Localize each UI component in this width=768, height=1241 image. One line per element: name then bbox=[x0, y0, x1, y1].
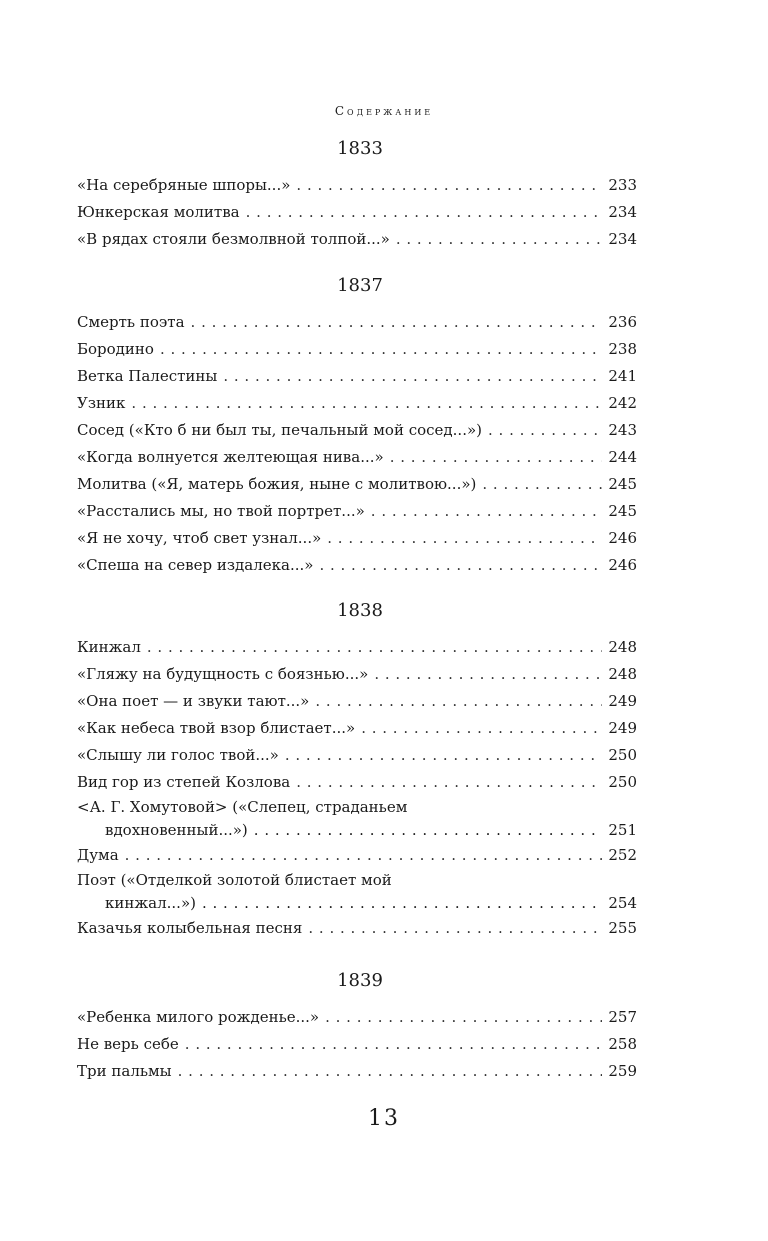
toc-entry[interactable] bbox=[77, 444, 637, 471]
entry-title: Молитва («Я, матерь божия, ныне с молитвою...») bbox=[77, 475, 477, 493]
entry-page: 244 bbox=[608, 448, 637, 466]
leader-dots bbox=[361, 715, 602, 742]
leader-dots bbox=[296, 769, 602, 796]
entry-title: Вид гор из степей Козлова bbox=[77, 773, 291, 791]
toc-entry[interactable] bbox=[77, 1058, 637, 1085]
entry-title: «Я не хочу, чтоб свет узнал...» bbox=[77, 529, 322, 547]
entry-title: «В рядах стояли безмолвной толпой...» bbox=[77, 230, 390, 248]
leader-dots bbox=[374, 661, 602, 688]
entry-title: «Гляжу на будущность с боязнью...» bbox=[77, 665, 369, 683]
entry-page: 234 bbox=[608, 230, 637, 248]
entry-title: Ветка Палестины bbox=[77, 367, 218, 385]
section-year: 1833 bbox=[337, 138, 383, 159]
leader-dots bbox=[327, 525, 602, 552]
entry-title-line2: кинжал...») bbox=[105, 894, 196, 912]
leader-dots bbox=[254, 819, 603, 842]
leader-dots bbox=[131, 390, 602, 417]
leader-dots bbox=[285, 742, 603, 769]
entry-page: 236 bbox=[608, 313, 637, 331]
entry-page: 248 bbox=[608, 638, 637, 656]
leader-dots bbox=[185, 1031, 603, 1058]
leader-dots bbox=[246, 199, 603, 226]
toc-entry[interactable] bbox=[77, 525, 637, 552]
entry-page: 241 bbox=[608, 367, 637, 385]
entry-page: 259 bbox=[608, 1062, 637, 1080]
entry-page: 245 bbox=[608, 502, 637, 520]
entry-title: «Ребенка милого рожденье...» bbox=[77, 1008, 320, 1026]
entry-page: 238 bbox=[608, 340, 637, 358]
section-year: 1837 bbox=[337, 275, 383, 296]
entry-page: 258 bbox=[608, 1035, 637, 1053]
page-number: 13 bbox=[368, 1106, 400, 1131]
toc-section-1839 bbox=[77, 970, 637, 1085]
entry-title: «Расстались мы, но твой портрет...» bbox=[77, 502, 365, 520]
entry-page: 233 bbox=[608, 176, 637, 194]
leader-dots bbox=[125, 842, 603, 869]
toc-entry[interactable] bbox=[77, 552, 637, 579]
entry-title: «Как небеса твой взор блистает...» bbox=[77, 719, 356, 737]
leader-dots bbox=[308, 915, 602, 942]
leader-dots bbox=[390, 444, 603, 471]
entry-title: Дума bbox=[77, 846, 119, 864]
toc-entry[interactable] bbox=[77, 226, 637, 253]
toc-entry[interactable] bbox=[77, 471, 637, 498]
entry-title: «Она поет — и звуки тают...» bbox=[77, 692, 310, 710]
leader-dots bbox=[488, 417, 602, 444]
toc-entry[interactable] bbox=[77, 199, 637, 226]
toc-entry[interactable] bbox=[77, 634, 637, 661]
toc-section-1837 bbox=[77, 275, 637, 579]
entry-title: Три пальмы bbox=[77, 1062, 172, 1080]
toc-entry[interactable] bbox=[77, 336, 637, 363]
leader-dots bbox=[147, 634, 602, 661]
entry-page: 245 bbox=[608, 475, 637, 493]
toc-entry[interactable] bbox=[77, 688, 637, 715]
leader-dots bbox=[396, 226, 603, 253]
entry-title: Кинжал bbox=[77, 638, 141, 656]
entry-page: 251 bbox=[608, 821, 637, 839]
entry-page: 249 bbox=[608, 719, 637, 737]
entry-title: Сосед («Кто б ни был ты, печальный мой сосед...») bbox=[77, 421, 482, 439]
toc-entry[interactable] bbox=[77, 498, 637, 525]
entry-title: «Спеша на север издалека...» bbox=[77, 556, 314, 574]
toc-entry[interactable] bbox=[77, 172, 637, 199]
leader-dots bbox=[296, 172, 602, 199]
toc-entry-two-line[interactable] bbox=[77, 869, 637, 915]
leader-dots bbox=[160, 336, 602, 363]
leader-dots bbox=[371, 498, 603, 525]
leader-dots bbox=[315, 688, 602, 715]
section-year: 1839 bbox=[337, 970, 383, 991]
toc-section-1838 bbox=[77, 600, 637, 942]
toc-entry[interactable] bbox=[77, 915, 637, 942]
entry-page: 254 bbox=[608, 894, 637, 912]
entry-title: Не верь себе bbox=[77, 1035, 179, 1053]
toc-entry[interactable] bbox=[77, 769, 637, 796]
entry-page: 255 bbox=[608, 919, 637, 937]
entry-page: 246 bbox=[608, 556, 637, 574]
entry-title: Узник bbox=[77, 394, 126, 412]
toc-section-1833 bbox=[77, 138, 637, 253]
entry-page: 257 bbox=[608, 1008, 637, 1026]
entry-title-line1: Поэт («Отделкой золотой блистает мой bbox=[77, 871, 392, 889]
entry-title: Казачья колыбельная песня bbox=[77, 919, 303, 937]
leader-dots bbox=[178, 1058, 603, 1085]
toc-entry[interactable] bbox=[77, 309, 637, 336]
entry-page: 250 bbox=[608, 746, 637, 764]
entry-page: 252 bbox=[608, 846, 637, 864]
entry-title: Бородино bbox=[77, 340, 154, 358]
toc-entry[interactable] bbox=[77, 715, 637, 742]
entry-page: 242 bbox=[608, 394, 637, 412]
leader-dots bbox=[191, 309, 603, 336]
entry-title: «Слышу ли голос твой...» bbox=[77, 746, 279, 764]
toc-entry[interactable] bbox=[77, 742, 637, 769]
toc-entry[interactable] bbox=[77, 417, 637, 444]
section-year: 1838 bbox=[337, 600, 383, 621]
toc-entry[interactable] bbox=[77, 390, 637, 417]
entry-page: 250 bbox=[608, 773, 637, 791]
leader-dots bbox=[482, 471, 602, 498]
entry-title: «Когда волнуется желтеющая нива...» bbox=[77, 448, 384, 466]
toc-entry[interactable] bbox=[77, 1004, 637, 1031]
entry-page: 249 bbox=[608, 692, 637, 710]
leader-dots bbox=[325, 1004, 602, 1031]
entry-page: 243 bbox=[608, 421, 637, 439]
entry-page: 246 bbox=[608, 529, 637, 547]
toc-entry[interactable] bbox=[77, 1031, 637, 1058]
entry-title: Юнкерская молитва bbox=[77, 203, 240, 221]
leader-dots bbox=[319, 552, 602, 579]
running-head: Содержание bbox=[334, 104, 434, 118]
toc-entry-two-line[interactable] bbox=[77, 796, 637, 842]
entry-title-line1: <А. Г. Хомутовой> («Слепец, страданьем bbox=[77, 798, 408, 816]
entry-title: Смерть поэта bbox=[77, 313, 185, 331]
entry-title: «На серебряные шпоры...» bbox=[77, 176, 291, 194]
entry-title-line2: вдохновенный...») bbox=[105, 821, 248, 839]
entry-page: 234 bbox=[608, 203, 637, 221]
toc-entry[interactable] bbox=[77, 363, 637, 390]
leader-dots bbox=[202, 892, 602, 915]
toc-entry[interactable] bbox=[77, 842, 637, 869]
leader-dots bbox=[223, 363, 602, 390]
entry-page: 248 bbox=[608, 665, 637, 683]
toc-entry[interactable] bbox=[77, 661, 637, 688]
